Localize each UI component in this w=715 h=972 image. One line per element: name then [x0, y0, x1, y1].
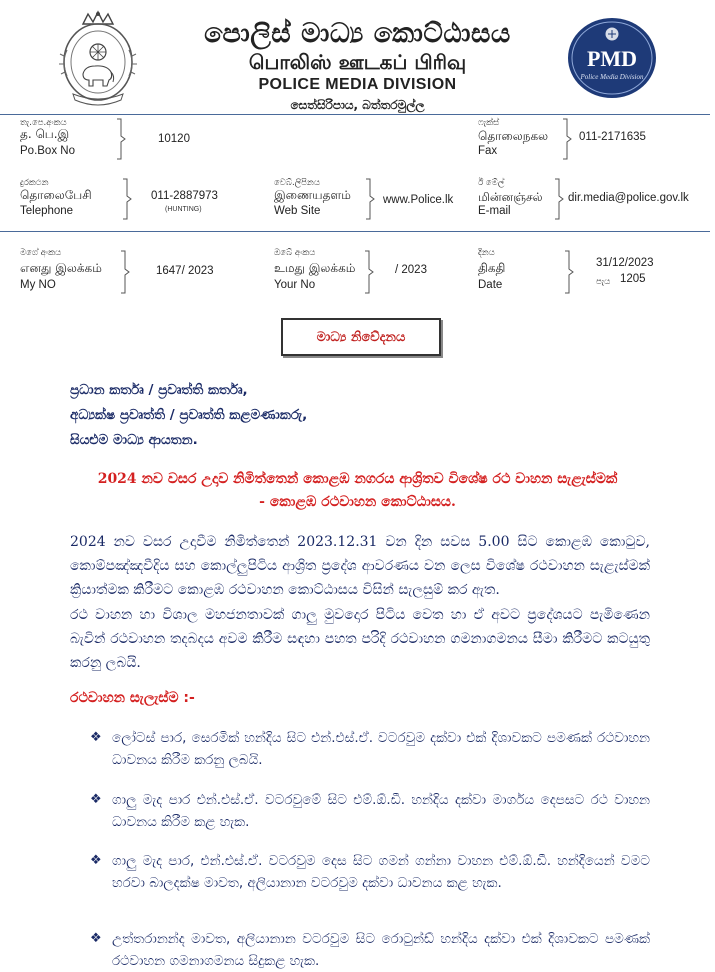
date-label-en: Date — [478, 279, 503, 291]
pobox-label-en: Po.Box No — [20, 145, 75, 157]
my-no-label-en: My NO — [20, 279, 56, 291]
bullet-item: ලෝටස් පාර, සෙරමික් හන්දිය සිට එන්.එස්.ඒ. වටරවුම දක්වා එක් දිශාවකට පමණක් රථවාහන ධාවනය කිරීම කරනු ලබයි. — [112, 730, 650, 768]
brace-icon — [122, 178, 132, 224]
your-no-label-en: Your No — [274, 279, 316, 291]
brace-icon — [562, 118, 572, 164]
fax-label-en: Fax — [478, 145, 498, 157]
telephone-note: (HUNTING) — [165, 206, 202, 213]
page-value: 1205 — [620, 273, 646, 285]
header-divider — [0, 114, 710, 115]
fax-label-ta: தொலைநகல — [478, 129, 549, 143]
email-label-ta: மின்னஞ்சல் — [478, 190, 543, 204]
bullet-diamond-icon: ❖ — [90, 730, 102, 745]
media-release-title: මාධ්‍ය නිවේදනය — [281, 318, 441, 356]
pobox-value: 10120 — [158, 133, 190, 145]
date-label-ta: திகதி — [478, 261, 506, 275]
brace-icon — [116, 118, 126, 164]
website-value[interactable]: www.Police.lk — [383, 194, 454, 206]
org-name-english: POLICE MEDIA DIVISION — [258, 76, 457, 93]
telephone-label-en: Telephone — [20, 205, 74, 217]
your-no-label-si: ඔබේ අංකය — [274, 248, 316, 258]
website-label-si: වෙබ්.ලිපිනය — [274, 178, 320, 188]
bullet-item: ගාලු මැද පාර එන්.එස්.ඒ. වටරවුමේ සිට එම්.ඕ.ඩී. හන්දිය දක්වා මාර්ගය දෙපසට රථ වාහන ධාවනය කිරීම කළ හැක. — [112, 792, 650, 830]
org-address: සෙත්සිරිපාය, බත්තරමුල්ල — [290, 98, 425, 112]
contact-divider — [0, 231, 710, 232]
website-label-ta: இணையதளம் — [274, 188, 351, 202]
email-label-si: ඊ මේල් — [478, 178, 505, 188]
bullet-diamond-icon: ❖ — [90, 931, 102, 946]
pobox-label-si: තැ.පෙ.අංකය — [20, 118, 67, 128]
date-label-si: දිනය — [478, 248, 495, 258]
page-label: පැය — [596, 277, 611, 287]
email-label-en: E-mail — [478, 205, 511, 217]
pmd-logo-initials: PMD — [586, 46, 638, 71]
body-paragraph-1: 2024 නව වසර උදාවීම නිමිත්තෙන් 2023.12.31 වන දින සවස 5.00 සිට කොළඹ කොටුව, කොම්පඤ්ඤවීදිය සහ කොල්ලුපිටිය ආශ්‍රිත ප්‍රදේශ ආවරණය වන ලෙස විශේෂ රථවාහන සැළැස්මක් ක්‍රියාත්මක කිරීමට කොළඹ රථවාහන කොට්ඨාසය විසින් සැලසුම් කර ඇත. — [70, 534, 650, 598]
brace-icon — [564, 250, 574, 298]
headline-line: - කොළඹ රථවාහන කොට්ඨාසය. — [259, 494, 456, 510]
telephone-label-ta: தொலைபேசி — [20, 188, 92, 202]
email-value[interactable]: dir.media@police.gov.lk — [568, 192, 689, 204]
org-name-tamil: பொலிஸ் ஊடகப் பிரிவு — [248, 50, 467, 74]
brace-icon — [364, 250, 374, 298]
recipient-line: සියළුම මාධ්‍ය ආයතන. — [70, 432, 198, 448]
your-no-label-ta: உமது இலக்கம் — [274, 261, 356, 275]
brace-icon — [554, 178, 564, 224]
telephone-label-si: දුරකථන — [20, 178, 49, 188]
headline-line: 2024 නව වසර උදාව නිමිත්තෙන් කොළඹ නගරය ආශ්‍රිතව විශේෂ රථ වාහන සැළැස්මක් — [97, 471, 618, 487]
pmd-logo-caption: Police Media Division — [580, 73, 644, 81]
bullet-item: උත්තරානන්ද මාවත, අලියානාන වටරවුම සිට රොටුන්ඩ් හන්දිය දක්වා එක් දිශාවකට පමණක් රථවාහන ගමනාගමනය සිදුකළ හැක. — [112, 931, 650, 969]
bullet-diamond-icon: ❖ — [90, 853, 102, 868]
brace-icon — [365, 178, 375, 224]
fax-label-si: ෆැක්ස් — [478, 118, 500, 128]
website-label-en: Web Site — [274, 205, 321, 217]
recipient-line: අධ්‍යක්ෂ ප්‍රවෘත්ති / ප්‍රවෘත්ති කළමණාකරු, — [70, 407, 308, 423]
section-heading: රථවාහන සැලැස්ම :- — [70, 690, 195, 706]
pobox-label-ta: த. பெ.இ — [20, 127, 70, 141]
fax-value: 011-2171635 — [579, 131, 646, 143]
my-no-label-si: මගේ අංකය — [20, 248, 62, 258]
your-no-value: / 2023 — [395, 264, 427, 276]
date-value: 31/12/2023 — [596, 257, 654, 269]
bullet-item: ගාලු මැද පාර, එන්.එස්.ඒ. වටරවුම දෙස සිට ගමන් ගන්නා වාහන එම්.ඕ.ඩී. හන්දියෙන් වමට හරවා බාලදක්ෂ මාවත, අලියානාන වටරවුම දක්වා ධාවනය කළ හැක. — [112, 853, 650, 891]
telephone-value: 011-2887973 — [151, 190, 218, 202]
recipient-line: ප්‍රධාන කර්තෘ / ප්‍රවෘත්ති කර්තෘ, — [70, 382, 248, 398]
bullet-diamond-icon: ❖ — [90, 792, 102, 807]
my-no-value: 1647/ 2023 — [156, 265, 214, 277]
pmd-logo — [566, 16, 658, 100]
my-no-label-ta: எனது இலக்கம் — [20, 261, 102, 275]
brace-icon — [120, 250, 130, 298]
org-name-sinhala: පොලිස් මාධ්‍ය කොට්ඨාසය — [204, 18, 511, 49]
body-paragraph-2: රථ වාහන හා විශාල මහජනතාවක් ගාලු මුවදොර පිටිය වෙත හා ඒ අවට ප්‍රදේශයට පැමිණෙන බැවින් රථවාහන තදබදය අවම කිරීම සඳහා පහත පරිදි රථවාහන ගමනාගමනය සීමා කිරීමට කටයුතු කරනු ලබයි. — [70, 607, 650, 671]
